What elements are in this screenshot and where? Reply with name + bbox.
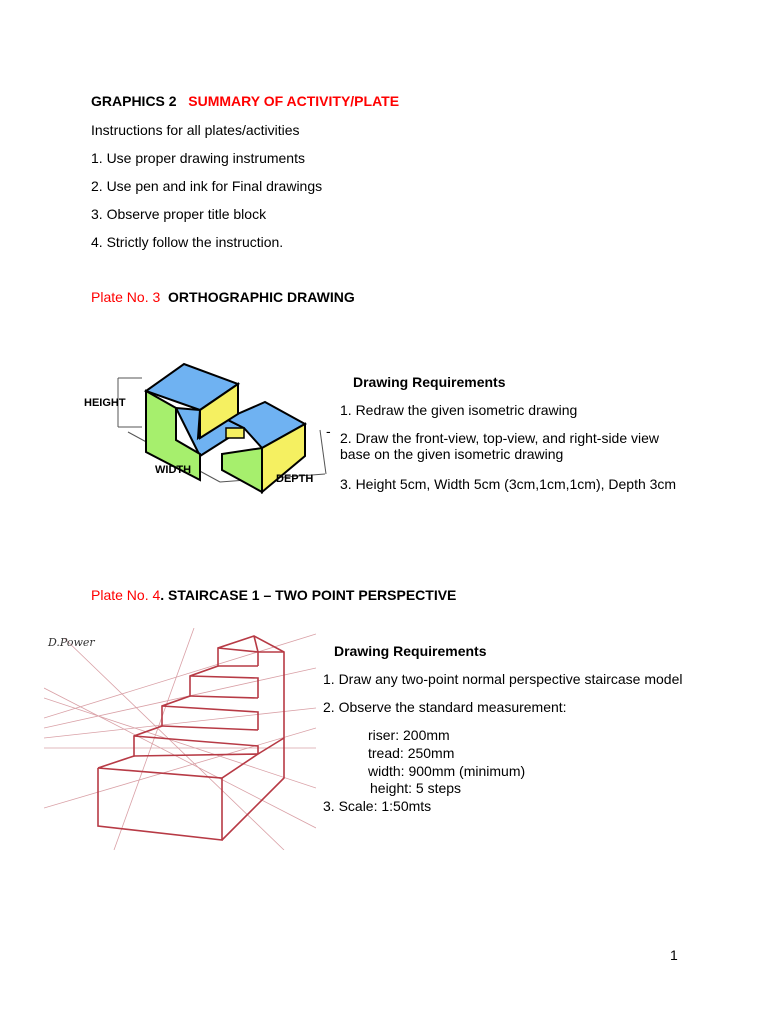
course-name: GRAPHICS 2 — [91, 93, 177, 109]
plate3-title: ORTHOGRAPHIC DRAWING — [168, 289, 355, 305]
depth-dimension-label: DEPTH — [276, 473, 314, 485]
document-title — [91, 93, 399, 110]
staircase-perspective-sketch — [44, 628, 316, 850]
plate4-title: STAIRCASE 1 – TWO POINT PERSPECTIVE — [168, 587, 457, 603]
measurement-item: width: 900mm (minimum) — [368, 763, 526, 779]
measurement-item: tread: 250mm — [368, 745, 455, 761]
plate3-heading — [91, 289, 355, 306]
instruction-item: 1. Use proper drawing instruments — [91, 150, 305, 166]
width-dimension-label: WIDTH — [155, 464, 192, 476]
measurement-item: riser: 200mm — [368, 727, 450, 743]
plate4-requirement: 3. Scale: 1:50mts — [323, 798, 432, 814]
summary-title: SUMMARY OF ACTIVITY/PLATE — [188, 93, 400, 109]
page-number: 1 — [670, 947, 678, 963]
stray-dash: - — [326, 423, 331, 439]
plate4-heading: Plate No. 4. STAIRCASE 1 – TWO POINT PERSPECTIVE — [91, 587, 457, 603]
plate4-requirement: 2. Observe the standard measurement: — [323, 699, 567, 715]
plate3-requirement-cont: base on the given isometric drawing — [340, 446, 564, 462]
plate3-requirement: 1. Redraw the given isometric drawing — [340, 402, 578, 418]
artist-signature: D.Power — [48, 636, 95, 649]
plate4-requirement: 1. Draw any two-point normal perspective staircase model — [323, 671, 683, 687]
instruction-item: 4. Strictly follow the instruction. — [91, 234, 284, 250]
plate3-requirement: 2. Draw the front-view, top-view, and right-side view — [340, 430, 660, 446]
instructions-heading: Instructions for all plates/activities — [91, 122, 300, 138]
plate3-label: Plate No. 3 — [91, 289, 161, 305]
instruction-item: 2. Use pen and ink for Final drawings — [91, 178, 323, 194]
plate3-requirements-heading: Drawing Requirements — [353, 374, 506, 390]
plate4-requirements-heading: Drawing Requirements — [334, 643, 487, 659]
measurement-item: height: 5 steps — [370, 780, 462, 796]
instruction-item: 3. Observe proper title block — [91, 206, 267, 222]
height-dimension-label: HEIGHT — [84, 397, 126, 409]
plate4-label: Plate No. 4 — [91, 587, 161, 603]
plate3-requirement: 3. Height 5cm, Width 5cm (3cm,1cm,1cm), Depth 3cm — [340, 476, 677, 492]
